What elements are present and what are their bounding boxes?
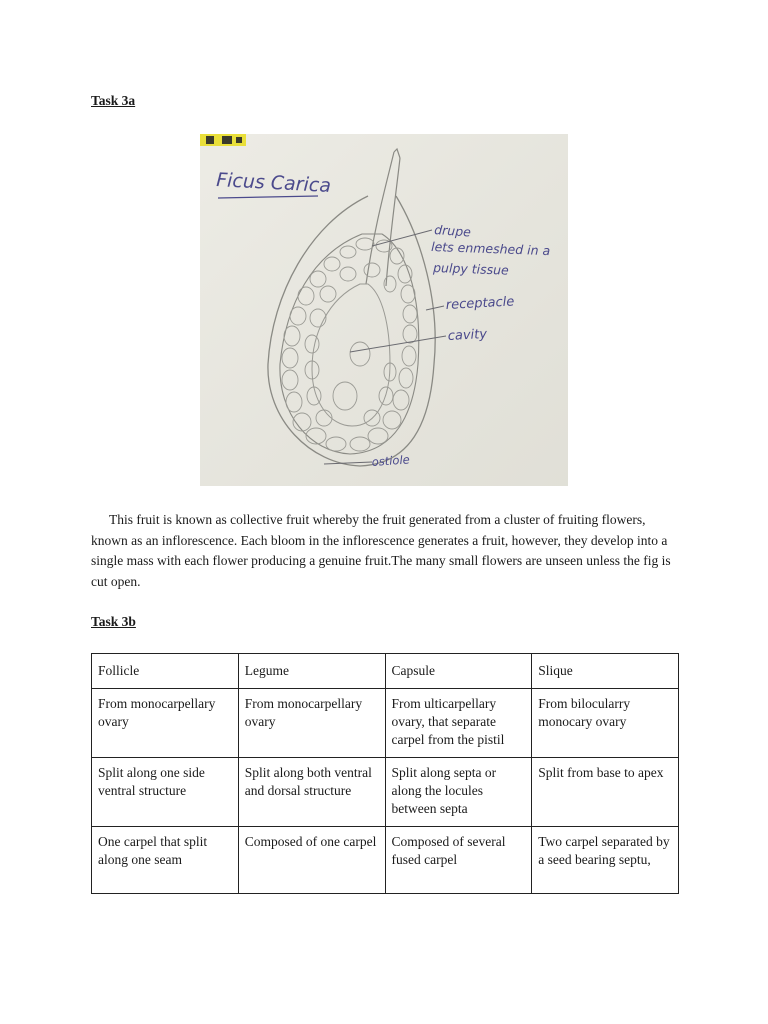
- table-cell: Composed of one carpel: [238, 827, 385, 894]
- table-cell: From monocarpellary ovary: [92, 689, 239, 758]
- label-drupe-note-1: lets enmeshed in a: [430, 239, 551, 259]
- table-cell: From monocarpellary ovary: [238, 689, 385, 758]
- table-header-row: [92, 654, 679, 689]
- label-receptacle: receptacle: [445, 294, 515, 313]
- table-header-cell: Follicle: [92, 654, 239, 689]
- task-3a-paragraph: This fruit is known as collective fruit whereby the fruit generated from a cluster of fruiting flowers, known as an inflorescence. Each bloom in the inflorescence generates a fruit, however, they develop into a single mass with each flower producing a genuine fruit.The many small flowers are unseen unless the fig is cut open.: [91, 512, 671, 589]
- label-cavity: cavity: [447, 326, 488, 344]
- table-cell: Two carpel separated by a seed bearing septu,: [532, 827, 679, 894]
- task-3a-heading: Task 3a: [91, 93, 136, 108]
- label-ostiole: ostiole: [371, 452, 411, 469]
- label-drupe-note-2: pulpy tissue: [432, 260, 510, 278]
- table-cell: From ulticarpellary ovary, that separate carpel from the pistil: [385, 689, 532, 758]
- table-cell: One carpel that split along one seam: [92, 827, 239, 894]
- table-header-cell: Legume: [238, 654, 385, 689]
- table-cell: Split from base to apex: [532, 758, 679, 827]
- task-3b-heading: Task 3b: [91, 614, 136, 629]
- table-cell: Split along one side ventral structure: [92, 758, 239, 827]
- drawing-title: Ficus Carica: [215, 169, 332, 197]
- table-cell: Split along both ventral and dorsal structure: [238, 758, 385, 827]
- table-cell: From bilocularry monocary ovary: [532, 689, 679, 758]
- table-row: [92, 689, 679, 758]
- fig-drawing-photo: [200, 134, 568, 486]
- table-cell: Split along septa or along the locules between septa: [385, 758, 532, 827]
- table-cell: Composed of several fused carpel: [385, 827, 532, 894]
- sticky-note-corner: [200, 134, 246, 146]
- table-row: [92, 758, 679, 827]
- label-drupe: drupe: [433, 222, 472, 240]
- fruit-types-table: [91, 653, 679, 894]
- table-header-cell: Slique: [532, 654, 679, 689]
- table-row: [92, 827, 679, 894]
- table-header-cell: Capsule: [385, 654, 532, 689]
- fig-drawing-svg: [200, 134, 568, 486]
